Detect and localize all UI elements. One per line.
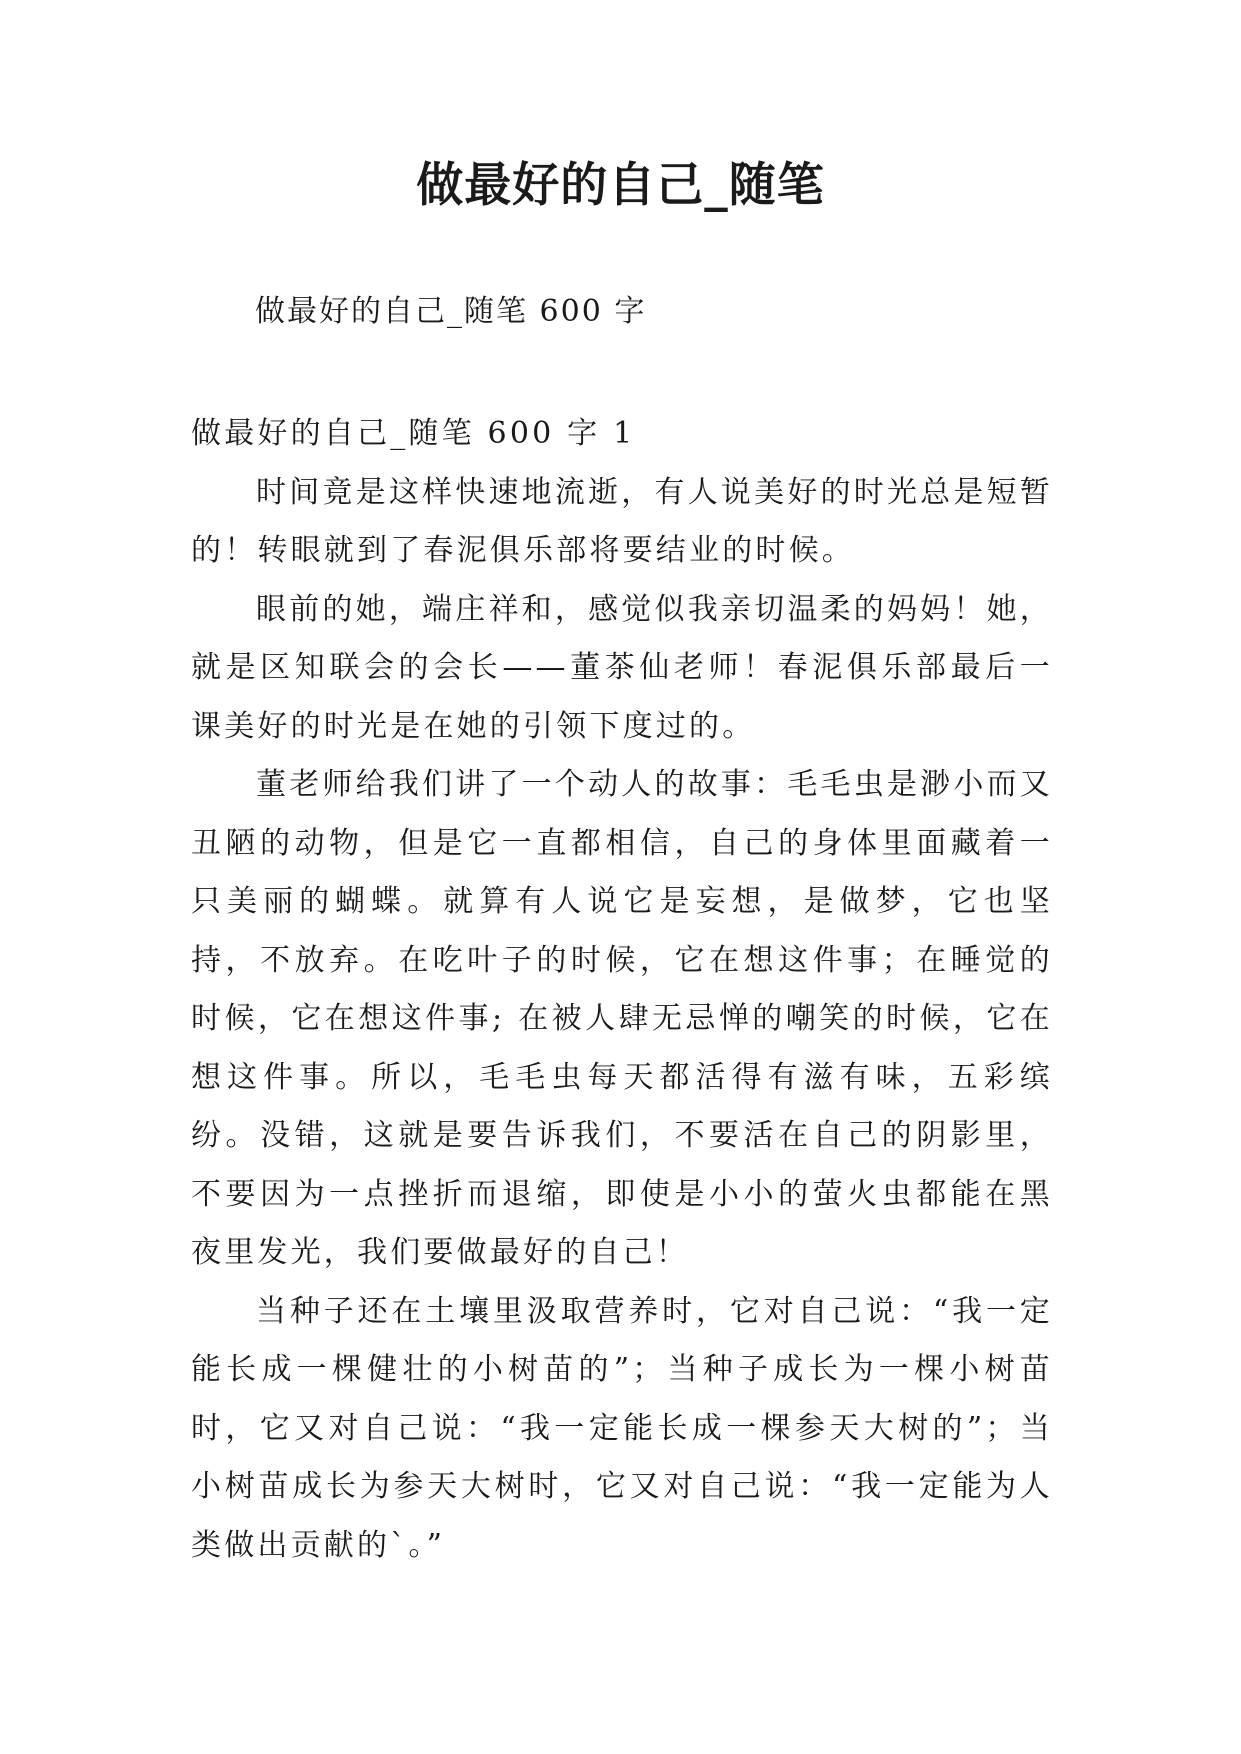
paragraph: 董老师给我们讲了一个动人的故事：毛毛虫是渺小而又丑陋的动物，但是它一直都相信，自己的身体里面藏着一只美丽的蝴蝶。就算有人说它是妄想，是做梦，它也坚持，不放弃。在吃叶子的时候，它在想这件事；在睡觉的时候，它在想这件事; 在被人肆无忌惮的嘲笑的时候，它在想这件事。所以，毛毛虫每天都活得有滋有味，五彩缤纷。没错，这就是要告诉我们，不要活在自己的阴影里，不要因为一点挫折而退缩，即使是小小的萤火虫都能在黑夜里发光，我们要做最好的自己！ — [191, 767, 1053, 1270]
document-subtitle: 做最好的自己_随笔 600 字 — [255, 294, 647, 329]
section-heading: 做最好的自己_随笔 600 字 1 — [191, 416, 636, 451]
document-body — [191, 405, 1053, 1575]
document-title: 做最好的自己_随笔 — [416, 158, 825, 213]
paragraph: 时间竟是这样快速地流逝，有人说美好的时光总是短暂的！转眼就到了春泥俱乐部将要结业的时候。 — [191, 474, 1053, 568]
paragraph: 当种子还在土壤里汲取营养时，它对自己说：“我一定能长成一棵健壮的小树苗的”；当种子成长为一棵小树苗时，它又对自己说：“我一定能长成一棵参天大树的”；当小树苗成长为参天大树时，它又对自己说：“我一定能为人类做出贡献的`。” — [191, 1293, 1053, 1563]
paragraph: 眼前的她，端庄祥和，感觉似我亲切温柔的妈妈！她，就是区知联会的会长——董茶仙老师！春泥俱乐部最后一课美好的时光是在她的引领下度过的。 — [191, 591, 1053, 744]
